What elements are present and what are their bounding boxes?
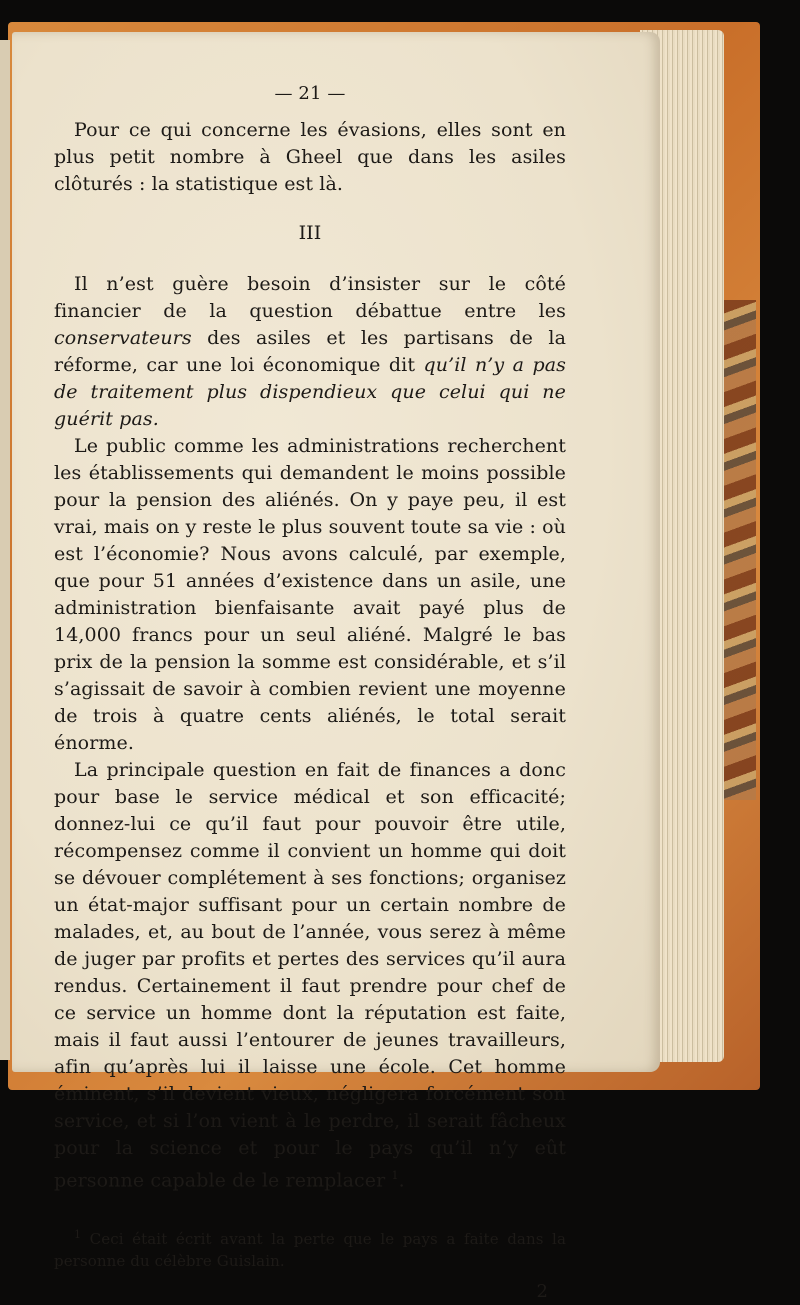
paragraph-public: Le public comme les administrations recherchent les établissements qui demandent le moins possible pour la pension des aliénés. On y paye peu, il est vrai, mais on y reste le plus souvent toute sa vie : où est l’économie? Nous avons calculé, par exemple, que pour 51 années d’existence dans un asile, une administration bienfaisante avait payé plus de 14,000 francs pour un seul aliéné. Malgré le bas prix de la pension la somme est considérable, et s’il s’agissait de savoir à combien revient une moyenne de trois à quatre cents aliénés, le total serait énorme. [54,435,566,754]
page-text [54,80,566,1305]
italic-conservateurs: conservateurs [54,327,192,349]
facing-page-edge [0,40,10,1060]
section-heading: III [298,222,322,244]
signature-mark: 2 [536,1281,548,1303]
footnote: $^1$ Ceci était écrit avant la perte que le pays a faite dans la personne du célèbre Guislain. [54,1228,566,1271]
footnote-marker: 1 [391,1169,399,1182]
paragraph-financial: Il n’est guère besoin d’insister sur le côté financier de la question débattue entre les conservateurs des asiles et les partisans de la réforme, car une loi économique dit qu’il n’y a pas de traitement plus dispendieux que celui qui ne guérit pas. [54,273,566,430]
marbled-endpaper [720,300,756,800]
paragraph-principal: La principale question en fait de finances a donc pour base le service médical et son efficacité; donnez-lui ce qu’il faut pour pouvoir être utile, récompensez comme il convient un homme qui doit se dévouer complétement à ses fonctions; organisez un état-major suffisant pour un certain nombre de malades, et, au bout de l’année, vous serez à même de juger par profits et pertes des services qu’il aura rendus. Certainement il faut prendre pour chef de ce service un homme dont la réputation est faite, mais il faut aussi l’entourer de jeunes travailleurs, afin qu’après lui il laisse une école. Cet homme éminent, s’il devient vieux, négligera forcément son service, et si l’on vient à le perdre, il serait fâcheux pour la science et pour le pays qu’il n’y eût personne capable de le remplacer $^1$. [54,759,566,1192]
paragraph-evasions: Pour ce qui concerne les évasions, elles sont en plus petit nombre à Gheel que dans les asiles clôturés : la statistique est là. [54,119,566,195]
page-number: — 21 — [274,83,346,104]
italic-quote: qu’il n’y a pas de traitement plus dispendieux que celui qui ne guérit pas. [54,354,566,430]
